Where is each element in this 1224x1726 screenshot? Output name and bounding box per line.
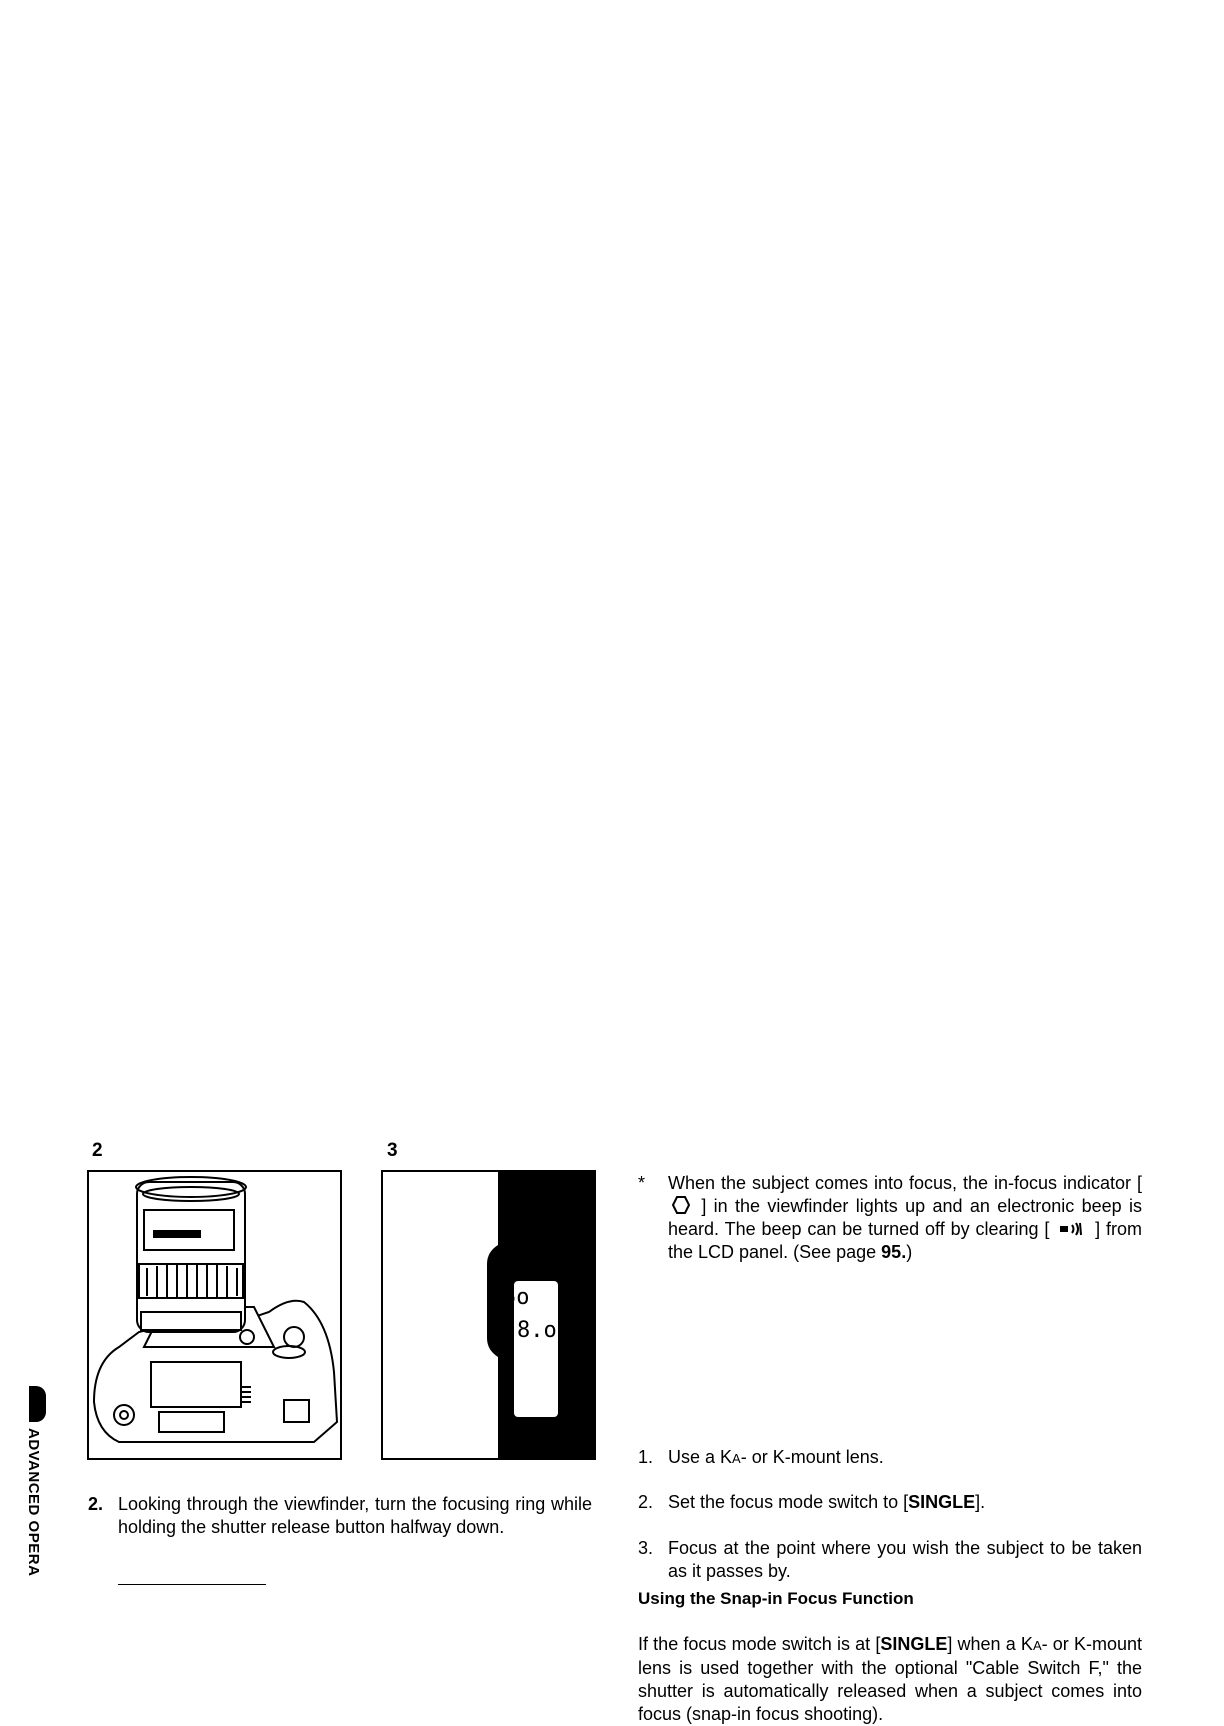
note-close: ) <box>906 1242 913 1262</box>
right-step-1-text-2: - or K-mount lens. <box>740 1447 884 1467</box>
right-step-2-text-1: Set the focus mode switch to [ <box>668 1492 909 1512</box>
section-sidebar-label: ADVANCED OPERA <box>25 1428 42 1577</box>
viewfinder-drawing <box>383 1172 594 1458</box>
figure-3-number: 3 <box>387 1140 398 1161</box>
right-step-3-text: Focus at the point where you wish the subject to be taken as it passes by. <box>668 1538 1142 1581</box>
right-step-3 <box>638 1537 1142 1583</box>
note-bullet: * <box>638 1173 646 1193</box>
right-step-1-text-1: Use a K <box>668 1447 733 1467</box>
section-heading: Using the Snap-in Focus Function <box>638 1589 914 1608</box>
left-step-2-text: Looking through the viewfinder, turn the focusing ring while holding the shutter release button halfway down. <box>118 1494 592 1537</box>
section-tab-marker <box>29 1386 46 1422</box>
intro-small-a: A <box>1032 1638 1042 1653</box>
display-readout-top: 5o <box>503 1285 530 1310</box>
beep-icon <box>1059 1219 1085 1233</box>
in-focus-indicator-icon <box>672 1196 690 1214</box>
underline-rule <box>118 1584 266 1585</box>
right-step-2-text-2: ]. <box>975 1492 986 1512</box>
viewfinder-display-illustration <box>381 1170 596 1460</box>
right-step-1-small-a: A <box>732 1451 741 1466</box>
intro-single: SINGLE <box>880 1634 948 1654</box>
display-readout-bottom: 8.o <box>517 1318 557 1343</box>
left-step-2 <box>88 1493 592 1539</box>
note-text-2: ] in the viewfinder lights up and an electronic beep is heard. The beep can be turned off by clearing [ <box>668 1196 1142 1239</box>
right-step-2-single: SINGLE <box>908 1492 976 1512</box>
intro-text-2: ] when a K <box>947 1634 1033 1654</box>
note-text-3: ] from the LCD panel. (See page <box>668 1219 1142 1262</box>
left-step-2-number: 2. <box>88 1494 104 1514</box>
right-step-1-number: 1. <box>638 1447 654 1467</box>
figure-2-number: 2 <box>92 1140 103 1161</box>
right-step-3-number: 3. <box>638 1538 654 1558</box>
right-step-1 <box>638 1446 1142 1470</box>
camera-illustration <box>87 1170 342 1460</box>
intro-text-3: - or K-mount lens is used together with the optional "Cable Switch F," the shutter is automatically released when a subject comes into focus (snap-in focus shooting). <box>638 1634 1143 1724</box>
note-paragraph <box>638 1172 1142 1264</box>
note-text-1: When the subject comes into focus, the in-focus indicator [ <box>668 1173 1142 1193</box>
camera-drawing <box>89 1172 340 1458</box>
snap-in-intro <box>638 1633 1142 1726</box>
right-step-2 <box>638 1491 1142 1514</box>
right-step-2-number: 2. <box>638 1492 654 1512</box>
note-page-ref: 95. <box>881 1242 907 1262</box>
intro-text-1: If the focus mode switch is at [ <box>638 1634 881 1654</box>
